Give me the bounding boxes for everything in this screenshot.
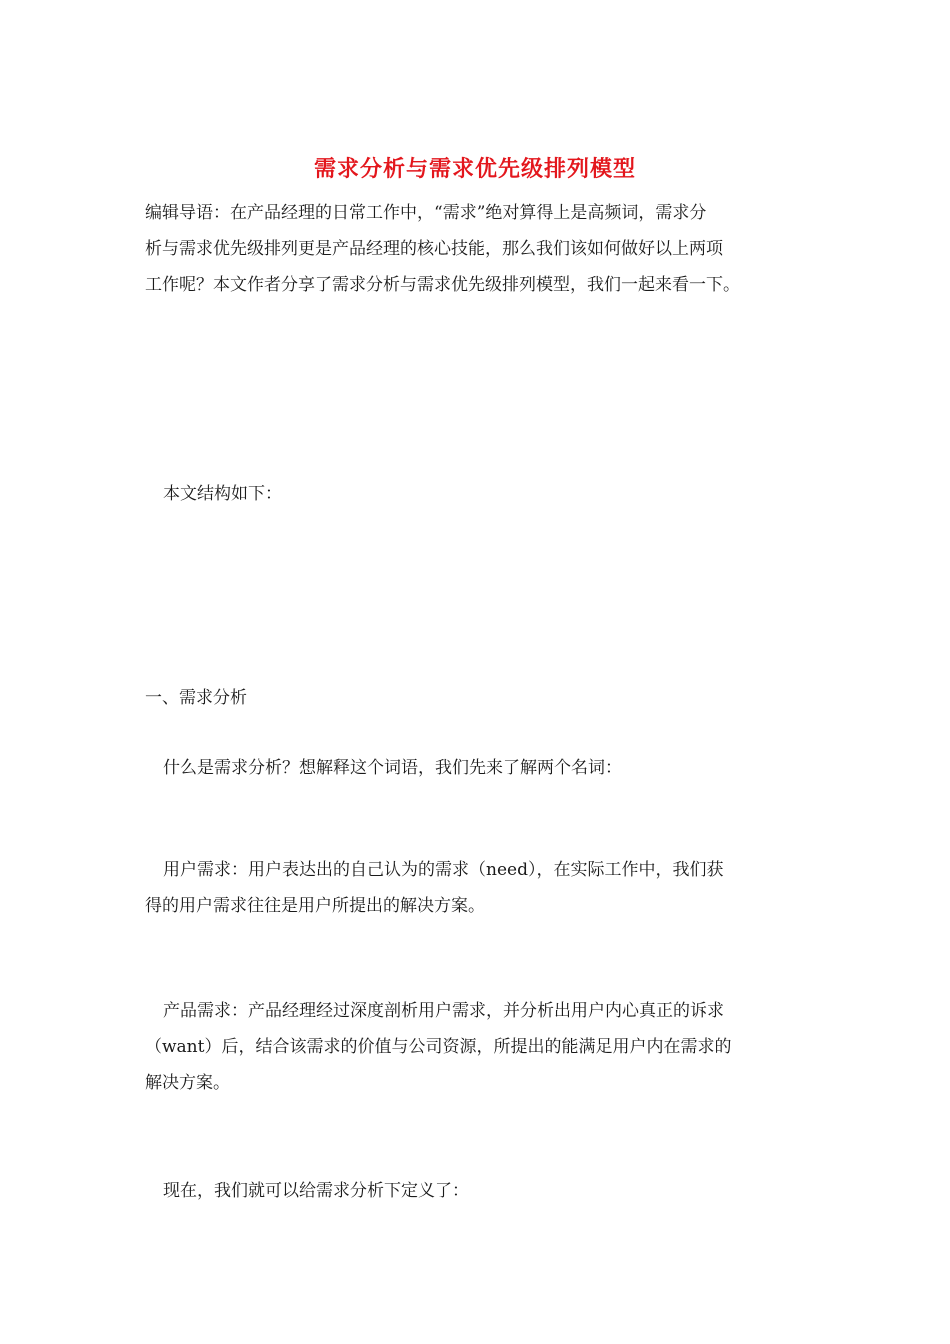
section-heading: 一、需求分析 <box>145 688 247 708</box>
definition-lead: 现在，我们就可以给需求分析下定义了： <box>163 1181 469 1201</box>
question-text: 什么是需求分析？想解释这个词语，我们先来了解两个名词： <box>163 758 622 778</box>
intro-line: 工作呢？本文作者分享了需求分析与需求优先级排列模型，我们一起来看一下。 <box>145 275 740 295</box>
intro-line: 编辑导语：在产品经理的日常工作中，“需求”绝对算得上是高频词，需求分 <box>145 203 707 223</box>
document-title: 需求分析与需求优先级排列模型 <box>313 156 636 182</box>
user-need-paragraph <box>145 852 810 924</box>
intro-paragraph <box>145 195 810 303</box>
product-need-line: （want）后，结合该需求的价值与公司资源，所提出的能满足用户内在需求的 <box>145 1037 732 1057</box>
structure-note: 本文结构如下： <box>163 484 282 504</box>
user-need-line: 用户需求：用户表达出的自己认为的需求（need），在实际工作中，我们获 <box>163 860 724 880</box>
question-paragraph <box>145 750 810 786</box>
product-need-paragraph <box>145 993 810 1101</box>
definition-lead-paragraph <box>145 1173 810 1209</box>
section-heading-paragraph <box>145 680 810 716</box>
product-need-line: 解决方案。 <box>145 1073 230 1093</box>
user-need-line: 得的用户需求往往是用户所提出的解决方案。 <box>145 896 485 916</box>
intro-line: 析与需求优先级排列更是产品经理的核心技能，那么我们该如何做好以上两项 <box>145 239 723 259</box>
structure-note-paragraph <box>145 476 810 512</box>
product-need-line: 产品需求：产品经理经过深度剖析用户需求，并分析出用户内心真正的诉求 <box>163 1001 724 1021</box>
